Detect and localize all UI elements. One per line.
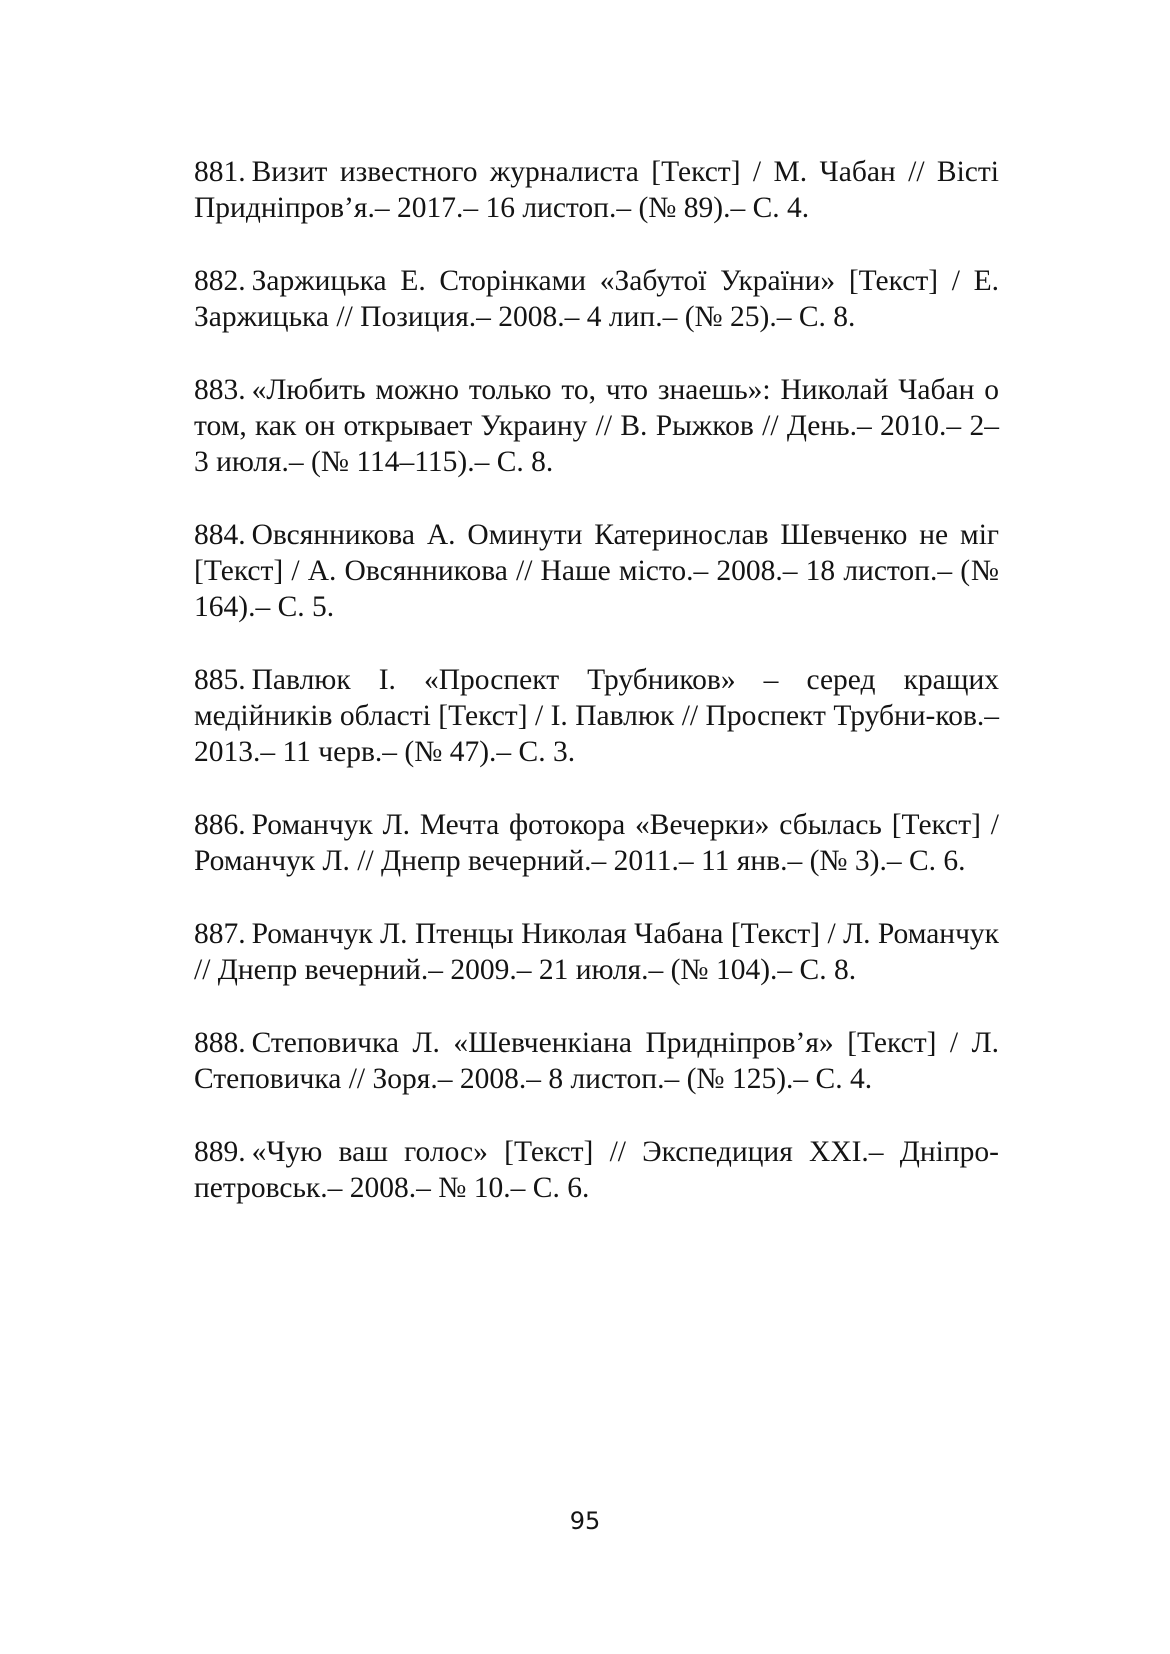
entry-text: Павлюк І. «Проспект Трубников» – серед кращих медійників області [Текст] / І. Павлюк // Проспект Трубни-ков.– 2013.– 11 черв.– (№ 47).– С. 3. [194,664,999,768]
entry-number: 882. [194,265,246,297]
entry-text: Степовичка Л. «Шевченкіана Придніпров’я» [Текст] / Л. Степовичка // Зоря.– 2008.– 8 листоп.– (№ 125).– С. 4. [194,1027,999,1095]
bibliography-entry [194,916,999,988]
entry-number: 886. [194,809,246,841]
bibliography-entry [194,263,999,335]
entry-number: 885. [194,664,246,696]
entry-text: Визит известного журналиста [Текст] / М. Чабан // Вісті Придніпров’я.– 2017.– 16 листоп.– (№ 89).– С. 4. [194,156,999,224]
bibliography-list [194,154,999,1243]
entry-number: 888. [194,1027,246,1059]
page-number: 95 [569,1507,601,1535]
entry-text: «Чую ваш голос» [Текст] // Экспедиция XXI.– Дніпро-петровськ.– 2008.– № 10.– С. 6. [194,1136,999,1204]
entry-number: 883. [194,374,246,406]
bibliography-entry [194,1025,999,1097]
entry-text: Романчук Л. Птенцы Николая Чабана [Текст] / Л. Романчук // Днепр вечерний.– 2009.– 21 июля.– (№ 104).– С. 8. [194,918,999,986]
entry-text: Романчук Л. Мечта фотокора «Вечерки» сбылась [Текст] / Романчук Л. // Днепр вечерний.– 2011.– 11 янв.– (№ 3).– С. 6. [194,809,999,877]
entry-number: 884. [194,519,246,551]
entry-number: 889. [194,1136,246,1168]
entry-text: «Любить можно только то, что знаешь»: Николай Чабан о том, как он открывает Украину // В. Рыжков // День.– 2010.– 2–3 июля.– (№ 114–115).– С. 8. [194,374,999,478]
bibliography-entry [194,807,999,879]
entry-number: 881. [194,156,246,188]
bibliography-entry [194,662,999,770]
bibliography-entry [194,1134,999,1206]
entry-text: Заржицька Е. Сторінками «Забутої України» [Текст] / Е. Заржицька // Позиция.– 2008.– 4 лип.– (№ 25).– С. 8. [194,265,999,333]
bibliography-entry [194,154,999,226]
bibliography-entry [194,372,999,480]
entry-number: 887. [194,918,246,950]
bibliography-entry [194,517,999,625]
entry-text: Овсянникова А. Оминути Катеринослав Шевченко не міг [Текст] / А. Овсянникова // Наше місто.– 2008.– 18 листоп.– (№ 164).– С. 5. [194,519,999,623]
